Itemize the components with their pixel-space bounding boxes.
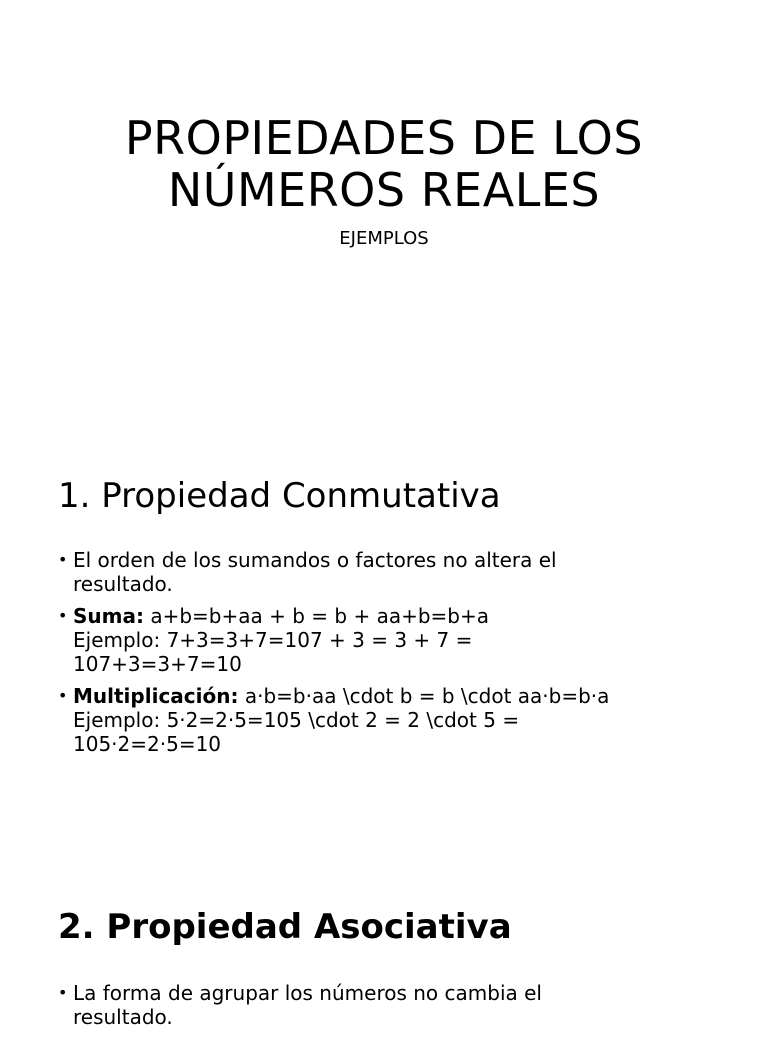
bullet-icon: • bbox=[58, 983, 68, 1002]
list-item-text: 107+3=3+7=10 bbox=[73, 652, 242, 676]
bullet-icon: • bbox=[58, 686, 68, 705]
section-asociativa bbox=[58, 905, 718, 1037]
bullet-icon: • bbox=[58, 606, 68, 625]
main-title bbox=[0, 112, 768, 216]
list-item bbox=[58, 981, 718, 1029]
bullet-list-asociativa bbox=[58, 981, 718, 1029]
subtitle: EJEMPLOS bbox=[339, 228, 429, 249]
section-heading-asociativa: 2. Propiedad Asociativa bbox=[58, 907, 512, 947]
list-item-label: Suma: bbox=[73, 604, 144, 628]
list-item-text: 105·2=2·5=10 bbox=[73, 732, 222, 756]
main-title-line-1: PROPIEDADES DE LOS bbox=[124, 111, 644, 165]
list-item-text: resultado. bbox=[73, 1005, 173, 1029]
list-item-label: Multiplicación: bbox=[73, 684, 239, 708]
list-item-text: resultado. bbox=[73, 572, 173, 596]
list-item-text: a·b=b·aa \cdot b = b \cdot aa·b=b·a bbox=[238, 684, 610, 708]
list-item-text: La forma de agrupar los números no cambia el bbox=[73, 981, 542, 1005]
list-item bbox=[58, 684, 718, 756]
section-heading-conmutativa: 1. Propiedad Conmutativa bbox=[58, 476, 501, 516]
list-item-line bbox=[73, 684, 718, 708]
main-title-line-2: NÚMEROS REALES bbox=[167, 163, 601, 217]
list-item-text: El orden de los sumandos o factores no altera el bbox=[73, 548, 557, 572]
bullet-icon: • bbox=[58, 550, 68, 569]
list-item-text: a+b=b+aa + b = b + aa+b=b+a bbox=[143, 604, 490, 628]
list-item bbox=[58, 548, 718, 596]
list-item-text: Ejemplo: 5·2=2·5=105 \cdot 2 = 2 \cdot 5 = bbox=[73, 708, 520, 732]
list-item-line bbox=[73, 604, 718, 628]
bullet-list-conmutativa bbox=[58, 548, 718, 756]
section-conmutativa bbox=[58, 474, 718, 764]
list-item bbox=[58, 604, 718, 676]
title-slide bbox=[0, 112, 768, 250]
list-item-text: Ejemplo: 7+3=3+7=107 + 3 = 3 + 7 = bbox=[73, 628, 473, 652]
